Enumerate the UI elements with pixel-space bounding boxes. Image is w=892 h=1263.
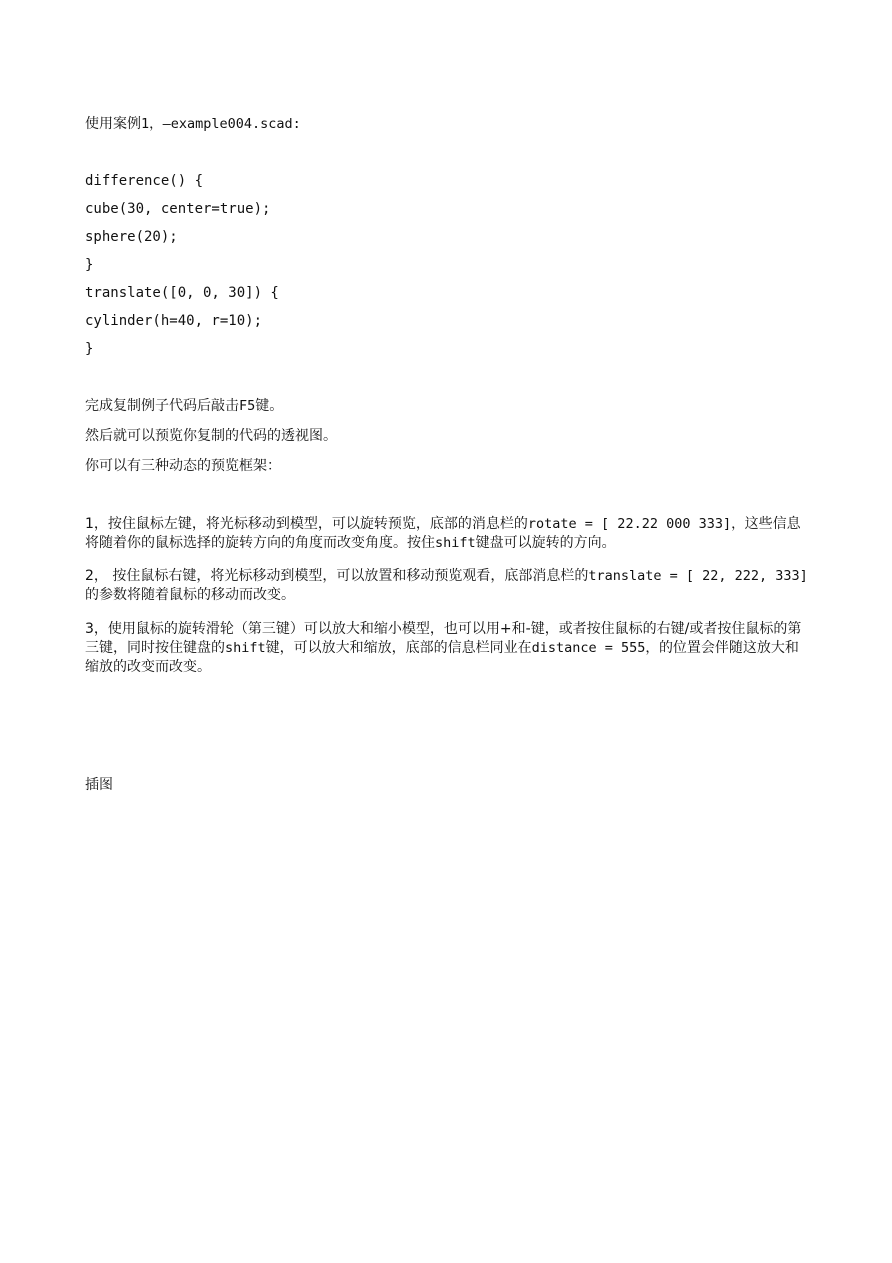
item-text: 这些信息将随着你的鼠标选择的旋转方向的角度而改变角度。按住: [85, 516, 801, 551]
code-line: difference() {: [85, 173, 204, 189]
code-block: [85, 167, 810, 363]
item-text: 的位置会伴随这放大和缩放的改变而改变。: [85, 640, 799, 675]
item-code: shift: [225, 640, 266, 656]
item-code: translate = [ 22, 222, 333]: [588, 568, 808, 584]
item-text: 3，使用鼠标的旋转滑轮（第三键）可以放大和缩小模型，也可以用+和-键，或者按住鼠标的右键/或者按住鼠标的第三键，同时按住键盘的: [85, 621, 802, 656]
item-code: distance = 555，: [531, 640, 659, 656]
instruction-item-3: [85, 620, 810, 677]
intro-text: 键。: [255, 398, 284, 414]
code-line: cube(30, center=true);: [85, 201, 271, 217]
code-line: }: [85, 257, 94, 273]
document-page: [85, 0, 810, 1263]
item-code: shift: [435, 535, 476, 551]
heading-file: —example004.scad:: [162, 116, 301, 132]
code-line: translate([0, 0, 30]) {: [85, 285, 279, 301]
instruction-item-2: [85, 567, 810, 605]
heading-prefix: 使用案例: [85, 116, 141, 132]
item-text: 2， 按住鼠标右键，将光标移动到模型，可以放置和移动预览观看，底部消息栏的: [85, 568, 589, 584]
item-text: 键，可以放大和缩放，底部的信息栏同业在: [265, 640, 532, 656]
item-text: 键盘可以旋转的方向。: [475, 535, 616, 551]
intro-line-3: 你可以有三种动态的预览框架：: [85, 458, 281, 474]
item-code: rotate = [ 22.22 000 333]，: [527, 516, 745, 532]
code-line: }: [85, 341, 94, 357]
instruction-item-1: [85, 515, 810, 553]
example-heading: [85, 115, 810, 133]
intro-line-2: 然后就可以预览你复制的代码的透视图。: [85, 428, 337, 444]
item-text: 的参数将随着鼠标的移动而改变。: [85, 587, 295, 603]
intro-line-1: [85, 397, 810, 415]
key-label: F5: [239, 398, 256, 414]
code-line: sphere(20);: [85, 229, 178, 245]
code-line: cylinder(h=40, r=10);: [85, 313, 263, 329]
figure-label: 插图: [85, 777, 113, 793]
heading-number: 1，: [141, 116, 163, 132]
item-text: 1，按住鼠标左键，将光标移动到模型，可以旋转预览，底部的消息栏的: [85, 516, 528, 532]
intro-text: 完成复制例子代码后敲击: [85, 398, 239, 414]
